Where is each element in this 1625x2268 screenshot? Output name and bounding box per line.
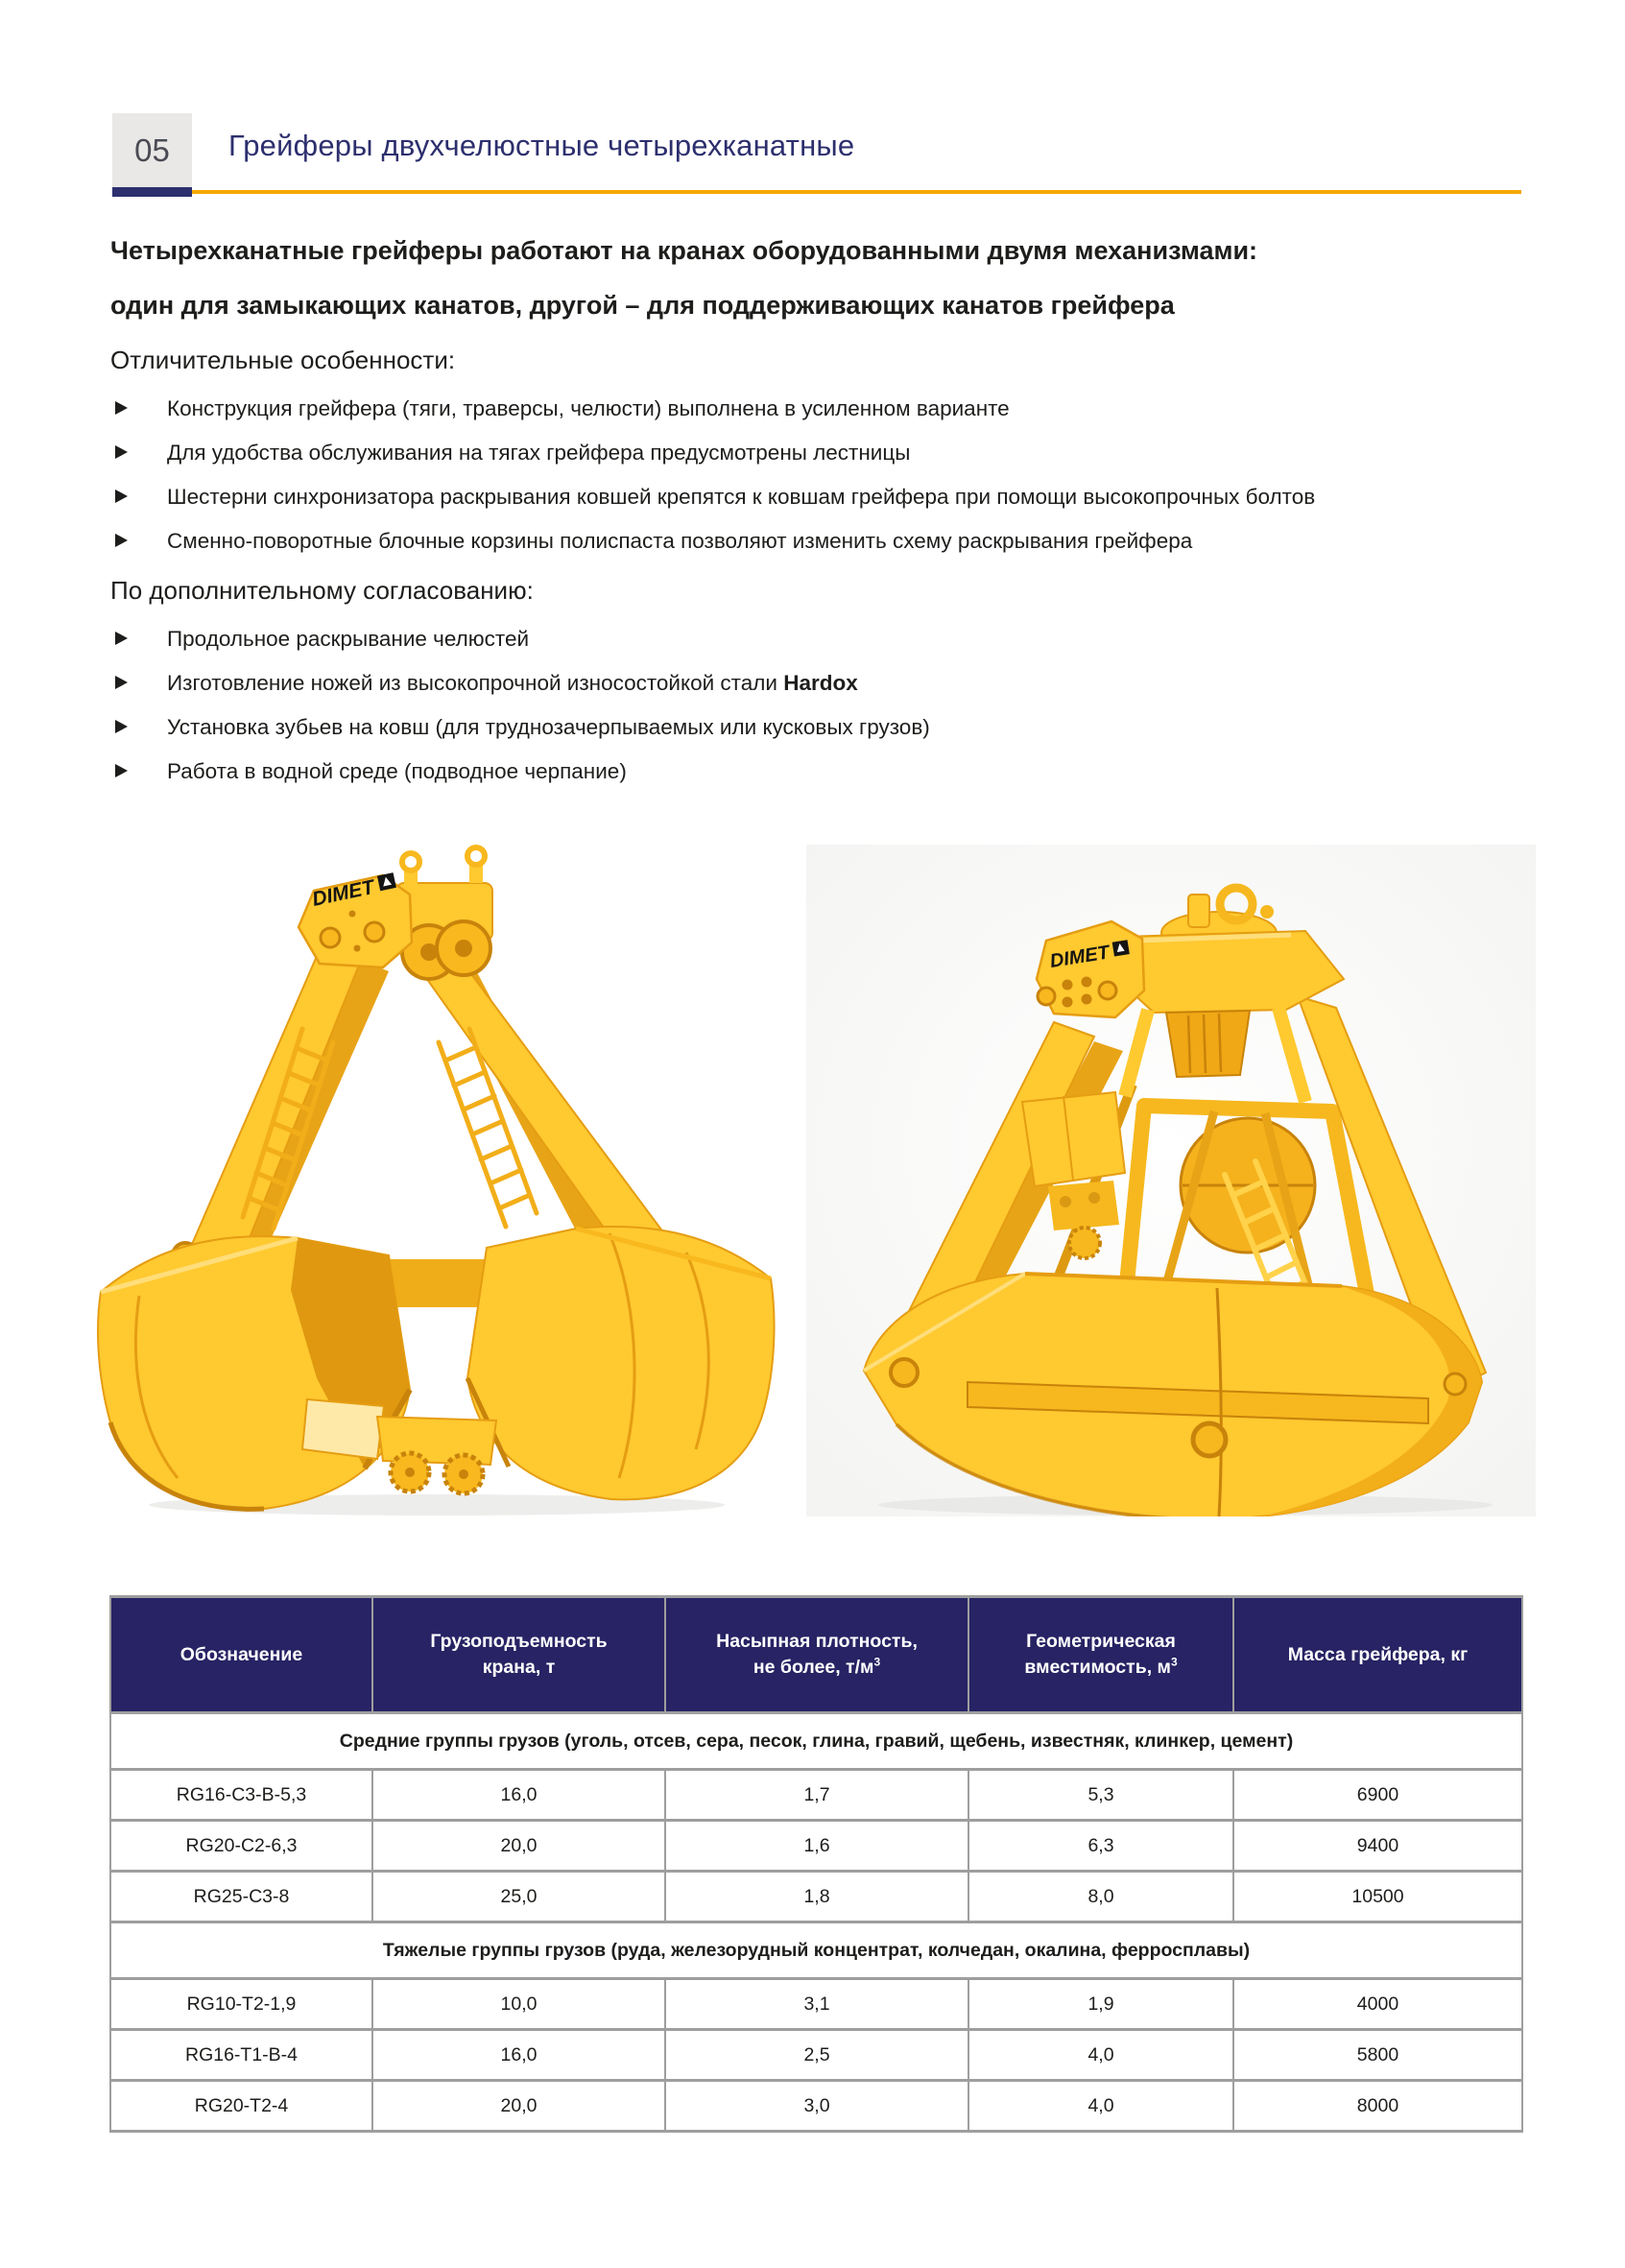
cell-designation: RG25-C3-8 [110, 1872, 372, 1922]
option-item [110, 750, 1523, 794]
bullet-triangle-icon [115, 676, 128, 689]
cell-density: 1,7 [665, 1770, 968, 1821]
features-heading: Отличительные особенности: [110, 346, 456, 374]
cell-density: 2,5 [665, 2030, 968, 2081]
table-header-row [110, 1597, 1522, 1713]
options-heading: По дополнительному согласованию: [110, 576, 534, 605]
col-grab-mass: Масса грейфера, кг [1233, 1597, 1522, 1713]
col-crane-capacity: Грузоподъемность крана, т [372, 1597, 665, 1713]
cell-designation: RG16-T1-B-4 [110, 2030, 372, 2081]
cell-mass: 9400 [1233, 1821, 1522, 1872]
feature-text: Конструкция грейфера (тяги, траверсы, челюсти) выполнена в усиленном варианте [167, 396, 1010, 420]
cell-density: 3,1 [665, 1979, 968, 2030]
synchronizer-gears [377, 1417, 496, 1493]
cell-mass: 8000 [1233, 2081, 1522, 2132]
header-navy-accent [112, 187, 192, 197]
cell-volume: 5,3 [968, 1770, 1233, 1821]
cell-density: 3,0 [665, 2081, 968, 2132]
section-title: Тяжелые группы грузов (руда, железорудный концентрат, колчедан, окалина, ферросплавы) [110, 1922, 1522, 1979]
option-text: Работа в водной среде (подводное черпание) [167, 759, 627, 783]
cell-density: 1,6 [665, 1821, 968, 1872]
option-item [110, 661, 1523, 705]
section-row [110, 1922, 1522, 1979]
cell-capacity: 20,0 [372, 1821, 665, 1872]
intro-line: Четырехканатные грейферы работают на кранах оборудованными двумя механизмами: [110, 236, 1258, 265]
brand-text: DIMET [1048, 942, 1111, 972]
bullet-triangle-icon [115, 401, 128, 415]
table-row [110, 1979, 1522, 2030]
table-row [110, 1821, 1522, 1872]
lifting-eye [402, 853, 419, 871]
option-text: Продольное раскрывание челюстей [167, 627, 530, 651]
header-gold-rule [192, 190, 1521, 194]
cell-volume: 8,0 [968, 1872, 1233, 1922]
feature-item [110, 519, 1523, 563]
cell-capacity: 10,0 [372, 1979, 665, 2030]
feature-text: Сменно-поворотные блочные корзины полиспаста позволяют изменить схему раскрывания грейфера [167, 529, 1193, 553]
lifting-eye [467, 848, 485, 865]
page-title: Грейферы двухчелюстные четырехканатные [228, 129, 855, 162]
bullet-triangle-icon [115, 632, 128, 645]
cell-mass: 4000 [1233, 1979, 1522, 2030]
spec-table [109, 1595, 1523, 2133]
bullet-triangle-icon [115, 534, 128, 547]
cell-capacity: 16,0 [372, 2030, 665, 2081]
cell-designation: RG20-C2-6,3 [110, 1821, 372, 1872]
cell-mass: 10500 [1233, 1872, 1522, 1922]
feature-item [110, 431, 1523, 475]
cell-volume: 4,0 [968, 2030, 1233, 2081]
option-item [110, 617, 1523, 661]
cell-capacity: 20,0 [372, 2081, 665, 2132]
option-text-bold: Hardox [783, 671, 858, 695]
cell-volume: 4,0 [968, 2081, 1233, 2132]
section-number-box [112, 113, 192, 187]
left-jaw [98, 1236, 410, 1509]
option-text: Установка зубьев на ковш (для труднозачерпываемых или кусковых грузов) [167, 715, 930, 739]
grab-closed-image [806, 845, 1536, 1516]
col-bulk-density: Насыпная плотность, не более, $т/м^3$ [665, 1597, 968, 1713]
cell-designation: RG16-C3-B-5,3 [110, 1770, 372, 1821]
bullet-triangle-icon [115, 489, 128, 503]
feature-item [110, 475, 1523, 519]
bullet-triangle-icon [115, 764, 128, 777]
table-row [110, 2030, 1522, 2081]
feature-text: Для удобства обслуживания на тягах грейфера предусмотрены лестницы [167, 441, 911, 465]
cell-mass: 5800 [1233, 2030, 1522, 2081]
body-text [110, 224, 1523, 794]
section-number: 05 [134, 131, 170, 168]
option-text: Изготовление ножей из высокопрочной износостойкой стали [167, 671, 784, 695]
feature-text: Шестерни синхронизатора раскрывания ковшей крепятся к ковшам грейфера при помощи высокопрочных болтов [167, 485, 1316, 509]
section-title: Средние группы грузов (уголь, отсев, сера, песок, глина, гравий, щебень, известняк, клинкер, цемент) [110, 1713, 1522, 1770]
col-designation: Обозначение [110, 1597, 372, 1713]
table-row [110, 1872, 1522, 1922]
feature-item [110, 387, 1523, 431]
bullet-triangle-icon [115, 445, 128, 459]
intro-line: один для замыкающих канатов, другой – для поддерживающих канатов грейфера [110, 291, 1175, 320]
brand-text: DIMET [310, 875, 376, 911]
table-row [110, 1770, 1522, 1821]
bullet-triangle-icon [115, 720, 128, 733]
cell-mass: 6900 [1233, 1770, 1522, 1821]
cell-designation: RG20-T2-4 [110, 2081, 372, 2132]
right-jaw [467, 1227, 775, 1499]
cell-capacity: 25,0 [372, 1872, 665, 1922]
cell-designation: RG10-T2-1,9 [110, 1979, 372, 2030]
section-row [110, 1713, 1522, 1770]
grab-open-image [72, 845, 801, 1516]
cell-density: 1,8 [665, 1872, 968, 1922]
col-geometric-volume: Геометрическая вместимость, $м^3$ [968, 1597, 1233, 1713]
table-row [110, 2081, 1522, 2132]
cell-volume: 6,3 [968, 1821, 1233, 1872]
option-item [110, 705, 1523, 750]
cell-capacity: 16,0 [372, 1770, 665, 1821]
cell-volume: 1,9 [968, 1979, 1233, 2030]
